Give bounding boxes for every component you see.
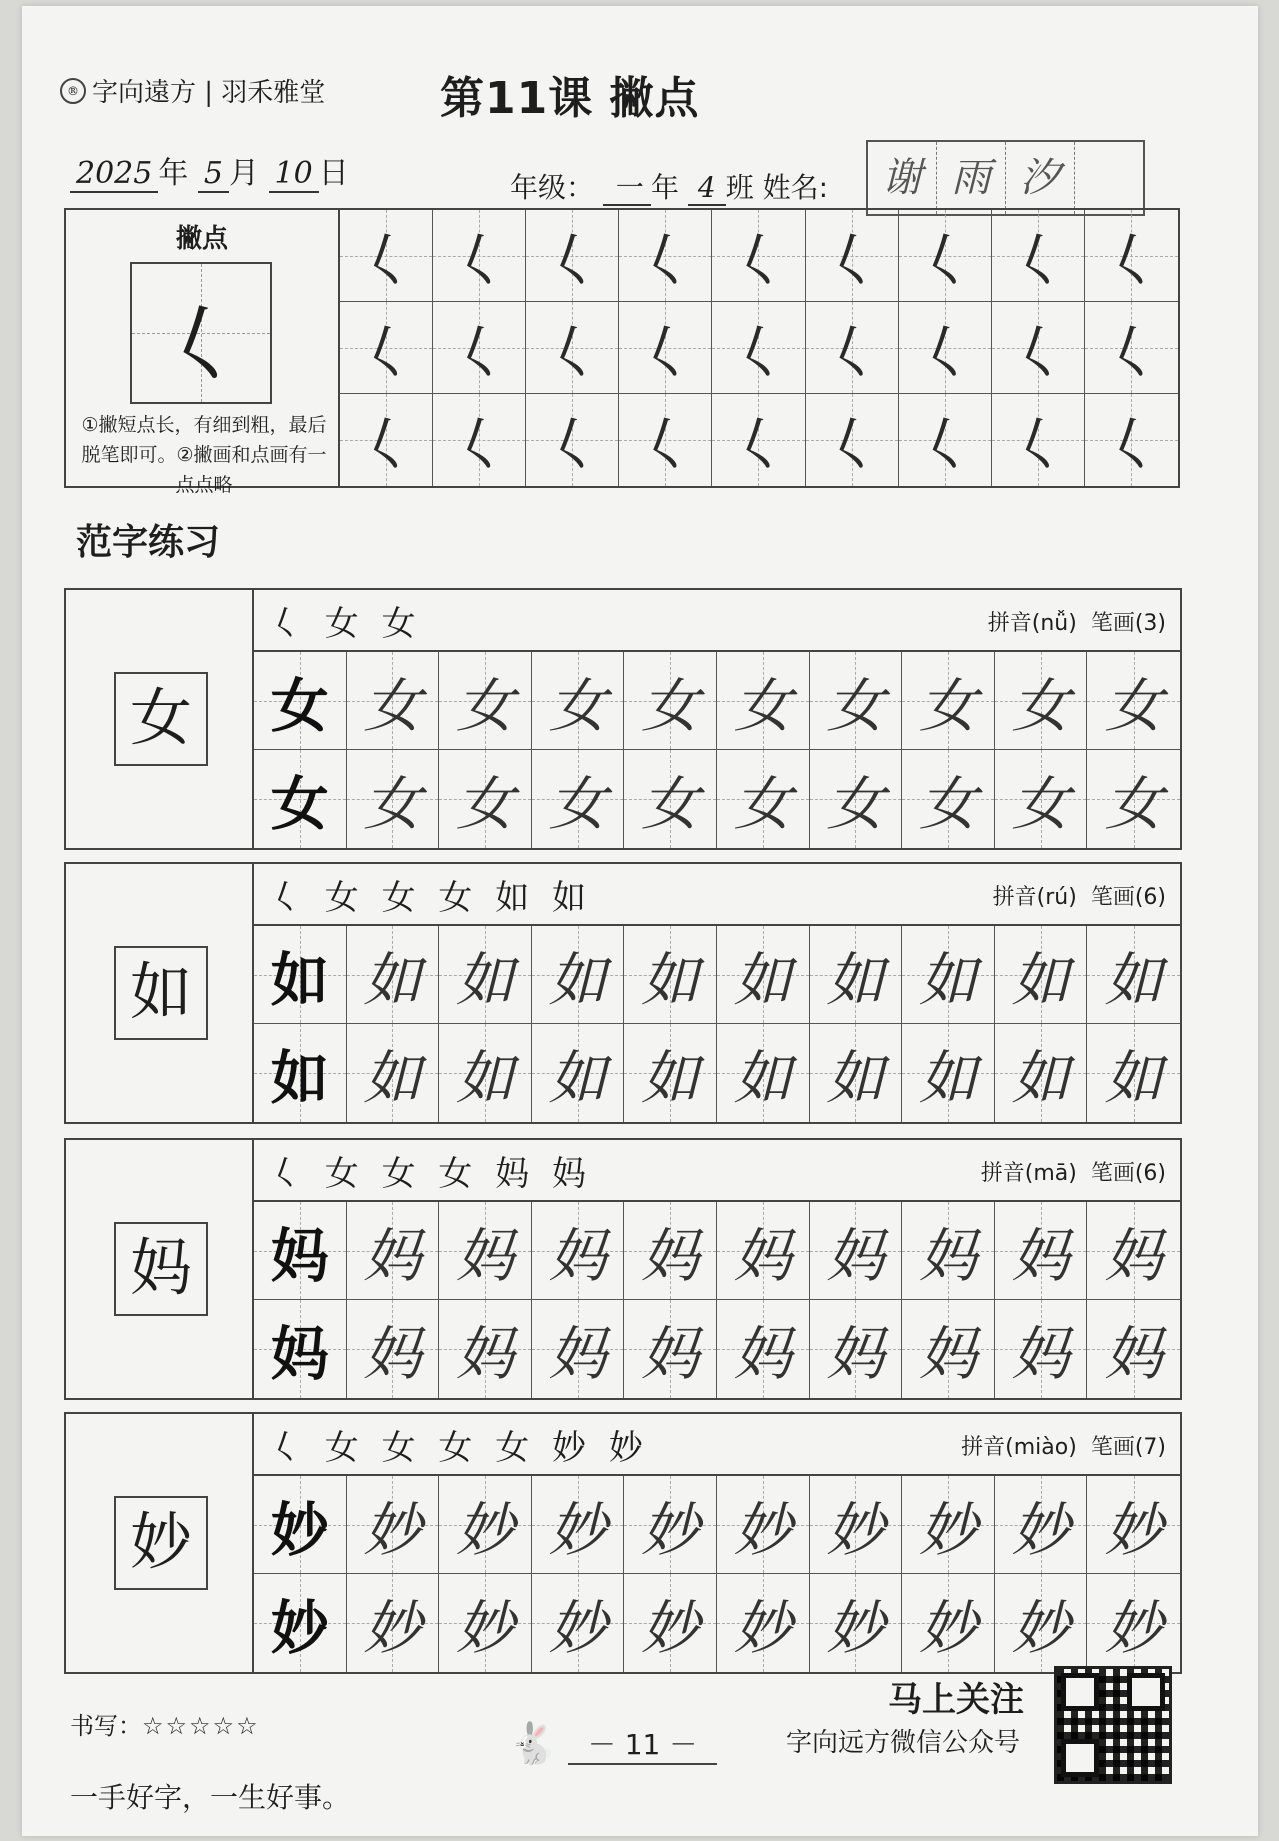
motto: 一手好字，一生好事。	[70, 1781, 351, 1814]
practice-glyph: 妙	[363, 1495, 422, 1564]
character-trace-cell[interactable]	[810, 1202, 903, 1300]
character-trace-cell[interactable]	[717, 1574, 810, 1672]
character-trace-cell[interactable]	[1087, 1476, 1180, 1574]
practice-glyph: 女	[363, 671, 422, 740]
practice-glyph: 妙	[1104, 1594, 1163, 1662]
character-block	[64, 588, 1182, 850]
character-model-panel	[66, 864, 254, 1122]
practice-glyph: 如	[733, 1044, 792, 1112]
practice-glyph: 如	[826, 1044, 885, 1112]
spacer	[1077, 1161, 1091, 1186]
character-block	[64, 862, 1182, 1124]
practice-glyph: 妈	[826, 1320, 885, 1388]
stroke-section	[64, 208, 1180, 496]
practice-section-title: 范字练习	[76, 522, 221, 563]
character-practice-grid	[254, 926, 1180, 1122]
character-block	[64, 1412, 1182, 1674]
pinyin-label: 拼音(rú)	[992, 885, 1077, 910]
stroke-practice-cell[interactable]	[992, 210, 1085, 302]
character-trace-cell[interactable]	[717, 926, 810, 1024]
character-model: 妙	[114, 1496, 208, 1590]
practice-glyph: 女	[733, 671, 792, 740]
stroke-glyph: 𡿨	[915, 226, 974, 295]
stroke-practice-cell[interactable]	[619, 394, 712, 486]
stroke-glyph: 𡿨	[543, 226, 602, 295]
stroke-glyph: 𡿨	[822, 318, 881, 387]
stroke-glyph: 𡿨	[1102, 411, 1161, 479]
practice-glyph: 女	[641, 770, 700, 838]
character-trace-cell[interactable]	[624, 750, 717, 848]
practice-glyph: 妙	[1104, 1495, 1163, 1564]
date-month: 5	[198, 156, 229, 193]
character-trace-cell[interactable]	[1087, 652, 1180, 750]
practice-glyph: 女	[548, 770, 607, 838]
stroke-glyph: 𡿨	[636, 318, 695, 387]
character-trace-cell[interactable]	[995, 926, 1088, 1024]
character-trace-cell[interactable]	[439, 926, 532, 1024]
practice-glyph: 如	[918, 945, 977, 1014]
character-trace-cell[interactable]	[995, 1574, 1088, 1672]
character-model: 女	[114, 672, 208, 766]
character-trace-cell[interactable]	[347, 1574, 440, 1672]
character-trace-cell[interactable]	[902, 926, 995, 1024]
practice-glyph: 女	[270, 671, 329, 740]
pinyin-strokes-info	[988, 606, 1166, 637]
pinyin-strokes-info	[961, 1430, 1166, 1461]
character-model-panel	[66, 1414, 254, 1672]
character-practice-panel	[254, 1414, 1180, 1672]
stroke-glyph: 𡿨	[729, 411, 788, 479]
follow-text: 马上关注	[888, 1680, 1024, 1720]
character-model-cell[interactable]	[254, 750, 347, 848]
character-trace-cell[interactable]	[1087, 926, 1180, 1024]
stroke-glyph: 𡿨	[357, 318, 416, 387]
stroke-practice-cell[interactable]	[712, 302, 805, 394]
character-trace-cell[interactable]	[902, 652, 995, 750]
practice-glyph: 女	[641, 671, 700, 740]
stroke-practice-cell[interactable]	[433, 210, 526, 302]
stroke-order: 𡿨 女 女 女 如 如	[268, 878, 593, 918]
practice-glyph: 如	[1104, 945, 1163, 1014]
practice-glyph: 妈	[1104, 1221, 1163, 1290]
spacer	[1077, 1435, 1091, 1460]
stroke-practice-cell[interactable]	[526, 210, 619, 302]
stroke-glyph: 𡿨	[636, 226, 695, 295]
stroke-demo-glyph: 𡿨	[158, 296, 243, 394]
character-model-panel	[66, 590, 254, 848]
class-value: 4	[688, 171, 726, 206]
stroke-glyph: 𡿨	[729, 226, 788, 295]
stroke-practice-cell[interactable]	[992, 394, 1085, 486]
character-trace-cell[interactable]	[532, 1300, 625, 1398]
character-trace-cell[interactable]	[995, 652, 1088, 750]
practice-glyph: 如	[918, 1044, 977, 1112]
stroke-practice-cell[interactable]	[1085, 210, 1178, 302]
character-trace-cell[interactable]	[810, 1476, 903, 1574]
character-trace-cell[interactable]	[810, 1300, 903, 1398]
practice-glyph: 女	[1104, 671, 1163, 740]
practice-glyph: 妈	[733, 1320, 792, 1388]
qr-code-icon[interactable]	[1054, 1666, 1172, 1784]
practice-glyph: 妙	[455, 1594, 514, 1662]
practice-glyph: 妈	[733, 1221, 792, 1290]
character-trace-cell[interactable]	[624, 926, 717, 1024]
character-trace-cell[interactable]	[902, 1476, 995, 1574]
character-trace-cell[interactable]	[717, 1202, 810, 1300]
character-trace-cell[interactable]	[995, 1202, 1088, 1300]
character-model-cell[interactable]	[254, 1300, 347, 1398]
practice-glyph: 妈	[641, 1221, 700, 1290]
character-trace-cell[interactable]	[439, 1024, 532, 1122]
character-trace-cell[interactable]	[810, 652, 903, 750]
character-trace-cell[interactable]	[902, 1574, 995, 1672]
practice-glyph: 女	[918, 671, 977, 740]
strokes-label: 笔画(6)	[1090, 885, 1166, 910]
practice-glyph: 妈	[1011, 1320, 1070, 1388]
practice-glyph: 女	[455, 671, 514, 740]
stroke-practice-cell[interactable]	[340, 302, 433, 394]
practice-glyph: 如	[548, 945, 607, 1014]
character-trace-cell[interactable]	[717, 750, 810, 848]
stroke-practice-cell[interactable]	[899, 394, 992, 486]
practice-glyph: 如	[548, 1044, 607, 1112]
stroke-practice-cell[interactable]	[526, 394, 619, 486]
practice-glyph: 女	[548, 671, 607, 740]
practice-glyph: 如	[1104, 1044, 1163, 1112]
character-practice-grid	[254, 652, 1180, 848]
practice-glyph: 妈	[918, 1221, 977, 1290]
practice-glyph: 女	[733, 770, 792, 838]
practice-glyph: 妈	[548, 1320, 607, 1388]
brand-logo: ® 字向遠方 | 羽禾雅堂	[60, 72, 325, 109]
stroke-practice-cell[interactable]	[1085, 394, 1178, 486]
character-trace-cell[interactable]	[810, 926, 903, 1024]
practice-glyph: 妈	[548, 1221, 607, 1290]
stroke-glyph: 𡿨	[450, 411, 509, 479]
character-trace-cell[interactable]	[439, 1300, 532, 1398]
stroke-practice-cell[interactable]	[992, 302, 1085, 394]
character-trace-cell[interactable]	[1087, 750, 1180, 848]
stroke-order: 𡿨 女 女 女 女 妙 妙	[268, 1428, 649, 1468]
character-model-panel	[66, 1140, 254, 1398]
name-char: 谢	[868, 142, 937, 214]
practice-glyph: 妈	[363, 1221, 422, 1290]
stroke-glyph: 𡿨	[450, 226, 509, 295]
character-model-cell[interactable]	[254, 652, 347, 750]
stroke-practice-cell[interactable]	[806, 210, 899, 302]
spacer	[1077, 611, 1091, 636]
name-box	[866, 140, 1145, 216]
stroke-practice-cell[interactable]	[340, 210, 433, 302]
stroke-glyph: 𡿨	[357, 411, 416, 479]
practice-glyph: 妙	[733, 1594, 792, 1662]
practice-glyph: 女	[363, 770, 422, 838]
character-trace-cell[interactable]	[347, 750, 440, 848]
stroke-glyph: 𡿨	[822, 226, 881, 295]
practice-glyph: 女	[270, 770, 329, 838]
character-practice-grid	[254, 1202, 1180, 1398]
qr-finder-icon	[1061, 1673, 1099, 1711]
practice-glyph: 妙	[1011, 1594, 1070, 1662]
stroke-practice-cell[interactable]	[899, 302, 992, 394]
character-trace-cell[interactable]	[347, 926, 440, 1024]
character-trace-cell[interactable]	[439, 750, 532, 848]
character-trace-cell[interactable]	[624, 1024, 717, 1122]
practice-glyph: 妙	[733, 1495, 792, 1564]
stroke-order: 𡿨 女 女	[268, 604, 422, 644]
character-trace-cell[interactable]	[717, 1476, 810, 1574]
character-practice-grid	[254, 1476, 1180, 1672]
stroke-glyph: 𡿨	[1008, 226, 1067, 295]
character-trace-cell[interactable]	[995, 750, 1088, 848]
character-trace-cell[interactable]	[995, 1476, 1088, 1574]
character-practice-panel	[254, 1140, 1180, 1398]
practice-glyph: 如	[270, 945, 329, 1014]
pinyin-strokes-info	[993, 880, 1166, 911]
practice-glyph: 如	[455, 1044, 514, 1112]
practice-glyph: 妈	[1011, 1221, 1070, 1290]
practice-glyph: 妙	[1011, 1495, 1070, 1564]
practice-glyph: 妙	[641, 1594, 700, 1662]
practice-glyph: 妈	[363, 1320, 422, 1388]
character-trace-cell[interactable]	[810, 1024, 903, 1122]
practice-glyph: 妈	[1104, 1320, 1163, 1388]
character-trace-cell[interactable]	[347, 652, 440, 750]
stroke-practice-cell[interactable]	[526, 302, 619, 394]
practice-glyph: 妙	[918, 1495, 977, 1564]
character-model-cell[interactable]	[254, 1574, 347, 1672]
character-model-cell[interactable]	[254, 1024, 347, 1122]
practice-glyph: 女	[1011, 770, 1070, 838]
character-trace-cell[interactable]	[624, 1300, 717, 1398]
character-trace-cell[interactable]	[717, 652, 810, 750]
stroke-practice-cell[interactable]	[1085, 302, 1178, 394]
practice-glyph: 如	[363, 945, 422, 1014]
practice-glyph: 如	[826, 945, 885, 1014]
stroke-glyph: 𡿨	[357, 226, 416, 295]
practice-glyph: 女	[1104, 770, 1163, 838]
lesson-title: 第11课 撇点	[440, 73, 700, 124]
practice-glyph: 妙	[826, 1495, 885, 1564]
stroke-glyph: 𡿨	[450, 318, 509, 387]
practice-glyph: 如	[270, 1044, 329, 1112]
stroke-practice-grid	[340, 210, 1178, 486]
strokes-label: 笔画(6)	[1090, 1161, 1166, 1186]
character-trace-cell[interactable]	[717, 1300, 810, 1398]
stroke-glyph: 𡿨	[543, 411, 602, 479]
stroke-glyph: 𡿨	[1102, 226, 1161, 295]
character-trace-cell[interactable]	[439, 1202, 532, 1300]
practice-glyph: 妙	[455, 1495, 514, 1564]
date-year: 2025	[70, 156, 158, 193]
stroke-heading: 撇点	[175, 224, 228, 254]
character-trace-cell[interactable]	[532, 1574, 625, 1672]
stroke-glyph: 𡿨	[636, 411, 695, 479]
stroke-practice-cell[interactable]	[806, 394, 899, 486]
practice-glyph: 妈	[918, 1320, 977, 1388]
pinyin-label: 拼音(miào)	[961, 1435, 1077, 1460]
qr-finder-icon	[1127, 1673, 1165, 1711]
practice-glyph: 妙	[363, 1594, 422, 1662]
practice-glyph: 妙	[548, 1594, 607, 1662]
stroke-glyph: 𡿨	[543, 318, 602, 387]
character-trace-cell[interactable]	[439, 1574, 532, 1672]
rabbit-icon: 🐇	[508, 1721, 558, 1767]
character-trace-cell[interactable]	[1087, 1024, 1180, 1122]
character-trace-cell[interactable]	[347, 1300, 440, 1398]
character-model-cell[interactable]	[254, 1476, 347, 1574]
pinyin-label: 拼音(mā)	[980, 1161, 1077, 1186]
stroke-order-row	[254, 590, 1180, 652]
stroke-glyph: 𡿨	[729, 318, 788, 387]
practice-glyph: 女	[918, 770, 977, 838]
practice-glyph: 妈	[826, 1221, 885, 1290]
writing-rating: 书写：☆☆☆☆☆	[70, 1712, 260, 1740]
stroke-order-row	[254, 864, 1180, 926]
stroke-practice-cell[interactable]	[619, 302, 712, 394]
character-trace-cell[interactable]	[902, 1300, 995, 1398]
rating-stars[interactable]: ☆☆☆☆☆	[142, 1712, 260, 1740]
stroke-practice-cell[interactable]	[899, 210, 992, 302]
practice-glyph: 妙	[270, 1594, 329, 1662]
stroke-glyph: 𡿨	[915, 318, 974, 387]
practice-glyph: 妙	[641, 1495, 700, 1564]
character-trace-cell[interactable]	[810, 1574, 903, 1672]
stroke-order-row	[254, 1414, 1180, 1476]
strokes-label: 笔画(3)	[1090, 611, 1166, 636]
stroke-glyph: 𡿨	[1008, 411, 1067, 479]
stroke-demo-box	[130, 262, 272, 404]
practice-glyph: 妙	[826, 1594, 885, 1662]
stroke-glyph: 𡿨	[1008, 318, 1067, 387]
seal-icon: ®	[60, 78, 86, 104]
practice-glyph: 妙	[548, 1495, 607, 1564]
stroke-glyph: 𡿨	[822, 411, 881, 479]
character-practice-panel	[254, 590, 1180, 848]
page-number: 🐇 － 11 －	[508, 1720, 717, 1767]
character-model-cell[interactable]	[254, 926, 347, 1024]
character-model: 如	[114, 946, 208, 1040]
character-trace-cell[interactable]	[902, 1202, 995, 1300]
character-trace-cell[interactable]	[624, 1476, 717, 1574]
date-line: 2025 年 5 月 10 日	[70, 148, 349, 192]
practice-glyph: 女	[455, 770, 514, 838]
character-model: 妈	[114, 1222, 208, 1316]
name-char: 雨	[937, 142, 1006, 214]
character-trace-cell[interactable]	[532, 926, 625, 1024]
name-char: 汐	[1006, 142, 1075, 214]
practice-glyph: 女	[1011, 671, 1070, 740]
character-trace-cell[interactable]	[624, 1574, 717, 1672]
pinyin-label: 拼音(nǚ)	[987, 611, 1077, 636]
practice-glyph: 如	[733, 945, 792, 1014]
character-trace-cell[interactable]	[902, 750, 995, 848]
stroke-glyph: 𡿨	[915, 411, 974, 479]
grade-value: 一	[603, 171, 651, 206]
practice-glyph: 如	[363, 1044, 422, 1112]
stroke-glyph: 𡿨	[1102, 318, 1161, 387]
strokes-label: 笔画(7)	[1090, 1435, 1166, 1460]
character-block	[64, 1138, 1182, 1400]
character-trace-cell[interactable]	[347, 1476, 440, 1574]
character-trace-cell[interactable]	[995, 1024, 1088, 1122]
practice-glyph: 如	[1011, 945, 1070, 1014]
character-trace-cell[interactable]	[532, 1476, 625, 1574]
spacer	[1077, 885, 1091, 910]
character-trace-cell[interactable]	[624, 652, 717, 750]
practice-glyph: 如	[1011, 1044, 1070, 1112]
practice-glyph: 妙	[918, 1594, 977, 1662]
character-trace-cell[interactable]	[1087, 1574, 1180, 1672]
practice-glyph: 如	[455, 945, 514, 1014]
character-trace-cell[interactable]	[902, 1024, 995, 1122]
name-char	[1075, 142, 1143, 214]
practice-glyph: 妈	[270, 1221, 329, 1290]
wechat-text: 字向远方微信公众号	[786, 1728, 1021, 1758]
stroke-practice-cell[interactable]	[806, 302, 899, 394]
character-trace-cell[interactable]	[439, 1476, 532, 1574]
character-trace-cell[interactable]	[532, 652, 625, 750]
character-trace-cell[interactable]	[532, 750, 625, 848]
stroke-order: 𡿨 女 女 女 妈 妈	[268, 1154, 593, 1194]
character-trace-cell[interactable]	[1087, 1300, 1180, 1398]
practice-glyph: 妈	[641, 1320, 700, 1388]
practice-glyph: 妈	[455, 1320, 514, 1388]
stroke-practice-cell[interactable]	[619, 210, 712, 302]
character-trace-cell[interactable]	[347, 1202, 440, 1300]
practice-glyph: 妙	[270, 1495, 329, 1564]
character-trace-cell[interactable]	[532, 1202, 625, 1300]
grade-line: 年级： 一 年 4 班 姓名:	[510, 171, 829, 204]
stroke-info-panel	[66, 210, 340, 496]
stroke-practice-cell[interactable]	[712, 210, 805, 302]
character-trace-cell[interactable]	[347, 1024, 440, 1122]
practice-glyph: 妈	[270, 1320, 329, 1388]
qr-finder-icon	[1061, 1739, 1099, 1777]
character-trace-cell[interactable]	[995, 1300, 1088, 1398]
character-trace-cell[interactable]	[810, 750, 903, 848]
pinyin-strokes-info	[981, 1156, 1166, 1187]
stroke-practice-cell[interactable]	[433, 302, 526, 394]
practice-glyph: 如	[641, 1044, 700, 1112]
character-trace-cell[interactable]	[532, 1024, 625, 1122]
date-day: 10	[269, 156, 319, 193]
practice-glyph: 女	[826, 770, 885, 838]
character-trace-cell[interactable]	[439, 652, 532, 750]
character-trace-cell[interactable]	[1087, 1202, 1180, 1300]
practice-glyph: 如	[641, 945, 700, 1014]
character-practice-panel	[254, 864, 1180, 1122]
stroke-practice-cell[interactable]	[433, 394, 526, 486]
stroke-note: ①撇短点长，有细到粗，最后脱笔即可。②撇画和点画有一点点略	[81, 414, 327, 496]
practice-glyph: 女	[826, 671, 885, 740]
stroke-practice-cell[interactable]	[712, 394, 805, 486]
character-trace-cell[interactable]	[717, 1024, 810, 1122]
practice-glyph: 妈	[455, 1221, 514, 1290]
stroke-order-row	[254, 1140, 1180, 1202]
stroke-practice-cell[interactable]	[340, 394, 433, 486]
character-model-cell[interactable]	[254, 1202, 347, 1300]
character-trace-cell[interactable]	[624, 1202, 717, 1300]
